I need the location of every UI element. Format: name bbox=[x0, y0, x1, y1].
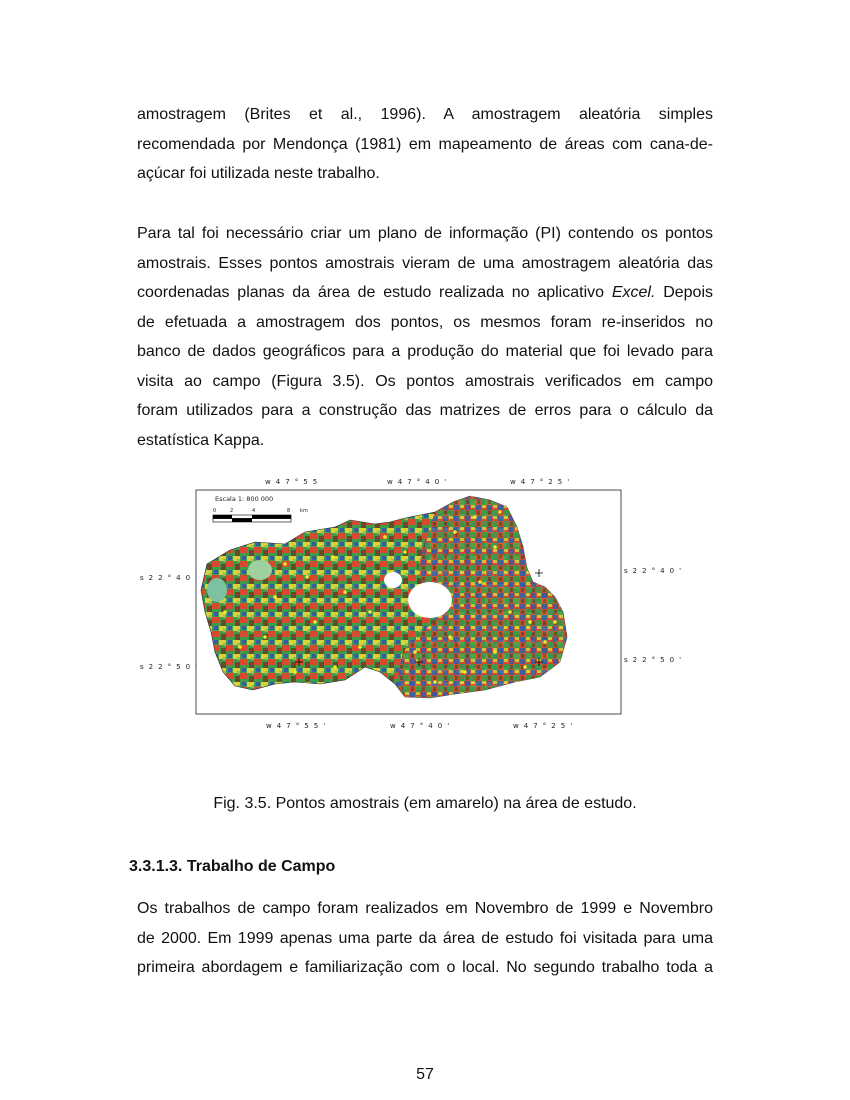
text-line: de efetuada a amostragem dos pontos, os mesmos foram re-inseridos no bbox=[137, 313, 713, 331]
text-line: banco de dados geográficos para a produção do material que foi levado para bbox=[137, 343, 713, 360]
pasture-patch bbox=[207, 578, 227, 602]
page-number: 57 bbox=[416, 1066, 434, 1083]
no-data-area bbox=[408, 582, 452, 618]
study-area-map bbox=[135, 472, 695, 734]
text-line: Os trabalhos de campo foram realizados em Novembro de 1999 e Novembro bbox=[137, 900, 713, 917]
top-longitude-label: w 4 7 ° 5 5 bbox=[265, 478, 319, 486]
text-line: açúcar foi utilizada neste trabalho. bbox=[137, 165, 380, 182]
left-latitude-label: s 2 2 ° 5 0 ' bbox=[140, 663, 199, 671]
scale-tick: km bbox=[300, 508, 308, 514]
no-data-area bbox=[384, 572, 402, 588]
left-latitude-label: s 2 2 ° 4 0 ' bbox=[140, 574, 199, 582]
text-line: estatística Kappa. bbox=[137, 431, 265, 449]
bottom-longitude-label: w 4 7 ° 4 0 ' bbox=[390, 722, 451, 730]
top-longitude-label: w 4 7 ° 2 5 ' bbox=[510, 478, 571, 486]
section-heading: 3.3.1.3. Trabalho de Campo bbox=[129, 858, 336, 875]
text-line: visita ao campo (Figura 3.5). Os pontos amostrais verificados em campo bbox=[137, 372, 713, 390]
paragraph-2 bbox=[137, 219, 713, 455]
text-line: amostragem (Brites et al., 1996). A amostragem aleatória simples bbox=[137, 106, 713, 123]
scale-tick: 2 bbox=[230, 508, 234, 514]
bottom-longitude-label: w 4 7 ° 5 5 ' bbox=[266, 722, 327, 730]
scale-tick: 4 bbox=[252, 508, 256, 514]
text-line: Para tal foi necessário criar um plano de informação (PI) contendo os pontos bbox=[137, 225, 713, 242]
study-area-map-figure bbox=[135, 472, 695, 734]
right-latitude-label: s 2 2 ° 4 0 ' bbox=[624, 567, 683, 575]
text-line: foram utilizados para a construção das matrizes de erros para o cálculo da bbox=[137, 402, 713, 419]
text-line: coordenadas planas da área de estudo realizada no aplicativo Excel. Depois bbox=[137, 284, 713, 301]
paragraph-1 bbox=[137, 100, 713, 189]
scale-tick: 0 bbox=[213, 508, 217, 514]
text-line: amostrais. Esses pontos amostrais vieram de uma amostragem aleatória das bbox=[137, 254, 713, 272]
right-latitude-label: s 2 2 ° 5 0 ' bbox=[624, 656, 683, 664]
text-line: recomendada por Mendonça (1981) em mapeamento de áreas com cana-de- bbox=[137, 135, 713, 153]
pasture-patch bbox=[248, 560, 272, 580]
top-longitude-label: w 4 7 ° 4 0 ' bbox=[387, 478, 448, 486]
figure-caption: Fig. 3.5. Pontos amostrais (em amarelo) na área de estudo. bbox=[213, 795, 637, 812]
bottom-longitude-label: w 4 7 ° 2 5 ' bbox=[513, 722, 574, 730]
text-line: de 2000. Em 1999 apenas uma parte da área de estudo foi visitada para uma bbox=[137, 929, 713, 947]
text-line: primeira abordagem e familiarização com o local. No segundo trabalho toda a bbox=[137, 959, 713, 976]
excel-italic: Excel. bbox=[611, 284, 656, 301]
scale-title: Escala 1: 800 000 bbox=[215, 495, 274, 503]
paragraph-3 bbox=[137, 894, 713, 983]
scale-tick: 8 bbox=[287, 508, 291, 514]
